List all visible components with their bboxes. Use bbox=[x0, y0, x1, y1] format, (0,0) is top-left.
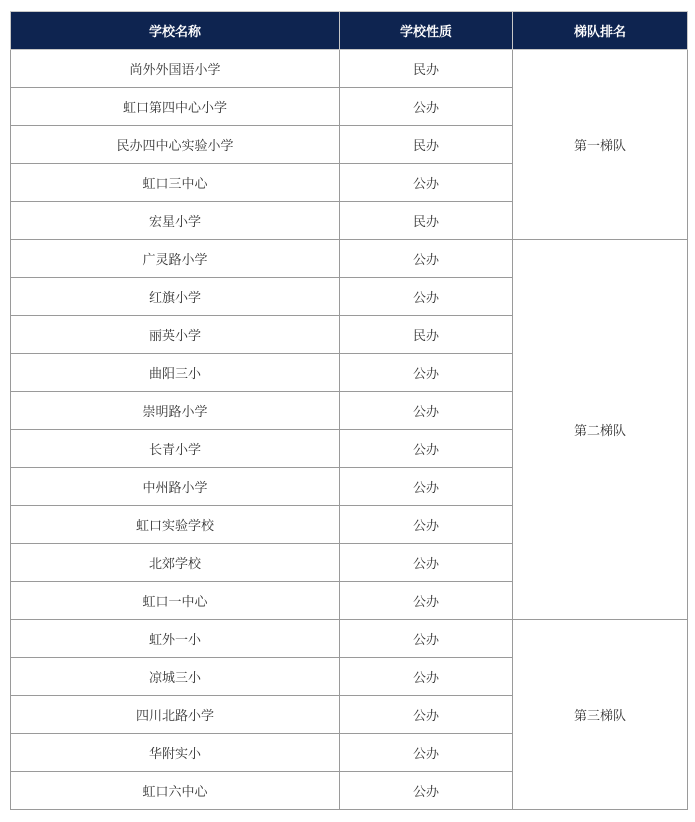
header-school-name: 学校名称 bbox=[11, 12, 340, 50]
school-type-cell: 民办 bbox=[340, 50, 513, 88]
school-name-cell: 民办四中心实验小学 bbox=[11, 126, 340, 164]
table-header bbox=[11, 12, 688, 50]
school-type-cell: 公办 bbox=[340, 544, 513, 582]
school-name-cell: 红旗小学 bbox=[11, 278, 340, 316]
school-type-cell: 公办 bbox=[340, 696, 513, 734]
tier-cell: 第二梯队 bbox=[513, 240, 688, 620]
table-body bbox=[11, 50, 688, 810]
school-type-cell: 公办 bbox=[340, 392, 513, 430]
school-name-cell: 广灵路小学 bbox=[11, 240, 340, 278]
school-name-cell: 虹口实验学校 bbox=[11, 506, 340, 544]
school-name-cell: 虹口六中心 bbox=[11, 772, 340, 810]
table-row bbox=[11, 240, 688, 278]
school-ranking-table bbox=[10, 11, 688, 810]
tier-cell: 第三梯队 bbox=[513, 620, 688, 810]
school-type-cell: 公办 bbox=[340, 734, 513, 772]
school-name-cell: 华附实小 bbox=[11, 734, 340, 772]
school-name-cell: 尚外外国语小学 bbox=[11, 50, 340, 88]
school-name-cell: 丽英小学 bbox=[11, 316, 340, 354]
school-type-cell: 民办 bbox=[340, 202, 513, 240]
school-name-cell: 虹外一小 bbox=[11, 620, 340, 658]
header-tier-rank: 梯队排名 bbox=[513, 12, 688, 50]
school-type-cell: 公办 bbox=[340, 430, 513, 468]
school-name-cell: 北郊学校 bbox=[11, 544, 340, 582]
school-type-cell: 公办 bbox=[340, 658, 513, 696]
tier-cell: 第一梯队 bbox=[513, 50, 688, 240]
school-name-cell: 虹口一中心 bbox=[11, 582, 340, 620]
school-name-cell: 四川北路小学 bbox=[11, 696, 340, 734]
school-name-cell: 曲阳三小 bbox=[11, 354, 340, 392]
school-type-cell: 民办 bbox=[340, 316, 513, 354]
school-type-cell: 公办 bbox=[340, 468, 513, 506]
school-name-cell: 虹口第四中心小学 bbox=[11, 88, 340, 126]
school-name-cell: 宏星小学 bbox=[11, 202, 340, 240]
header-school-type: 学校性质 bbox=[340, 12, 513, 50]
school-name-cell: 中州路小学 bbox=[11, 468, 340, 506]
school-name-cell: 虹口三中心 bbox=[11, 164, 340, 202]
school-type-cell: 公办 bbox=[340, 620, 513, 658]
school-type-cell: 公办 bbox=[340, 354, 513, 392]
school-type-cell: 公办 bbox=[340, 772, 513, 810]
table-row bbox=[11, 620, 688, 658]
school-type-cell: 公办 bbox=[340, 278, 513, 316]
school-type-cell: 公办 bbox=[340, 164, 513, 202]
school-name-cell: 凉城三小 bbox=[11, 658, 340, 696]
school-type-cell: 公办 bbox=[340, 506, 513, 544]
school-type-cell: 公办 bbox=[340, 88, 513, 126]
school-type-cell: 公办 bbox=[340, 582, 513, 620]
header-row bbox=[11, 12, 688, 50]
school-name-cell: 崇明路小学 bbox=[11, 392, 340, 430]
school-type-cell: 民办 bbox=[340, 126, 513, 164]
table-row bbox=[11, 50, 688, 88]
school-type-cell: 公办 bbox=[340, 240, 513, 278]
school-name-cell: 长青小学 bbox=[11, 430, 340, 468]
